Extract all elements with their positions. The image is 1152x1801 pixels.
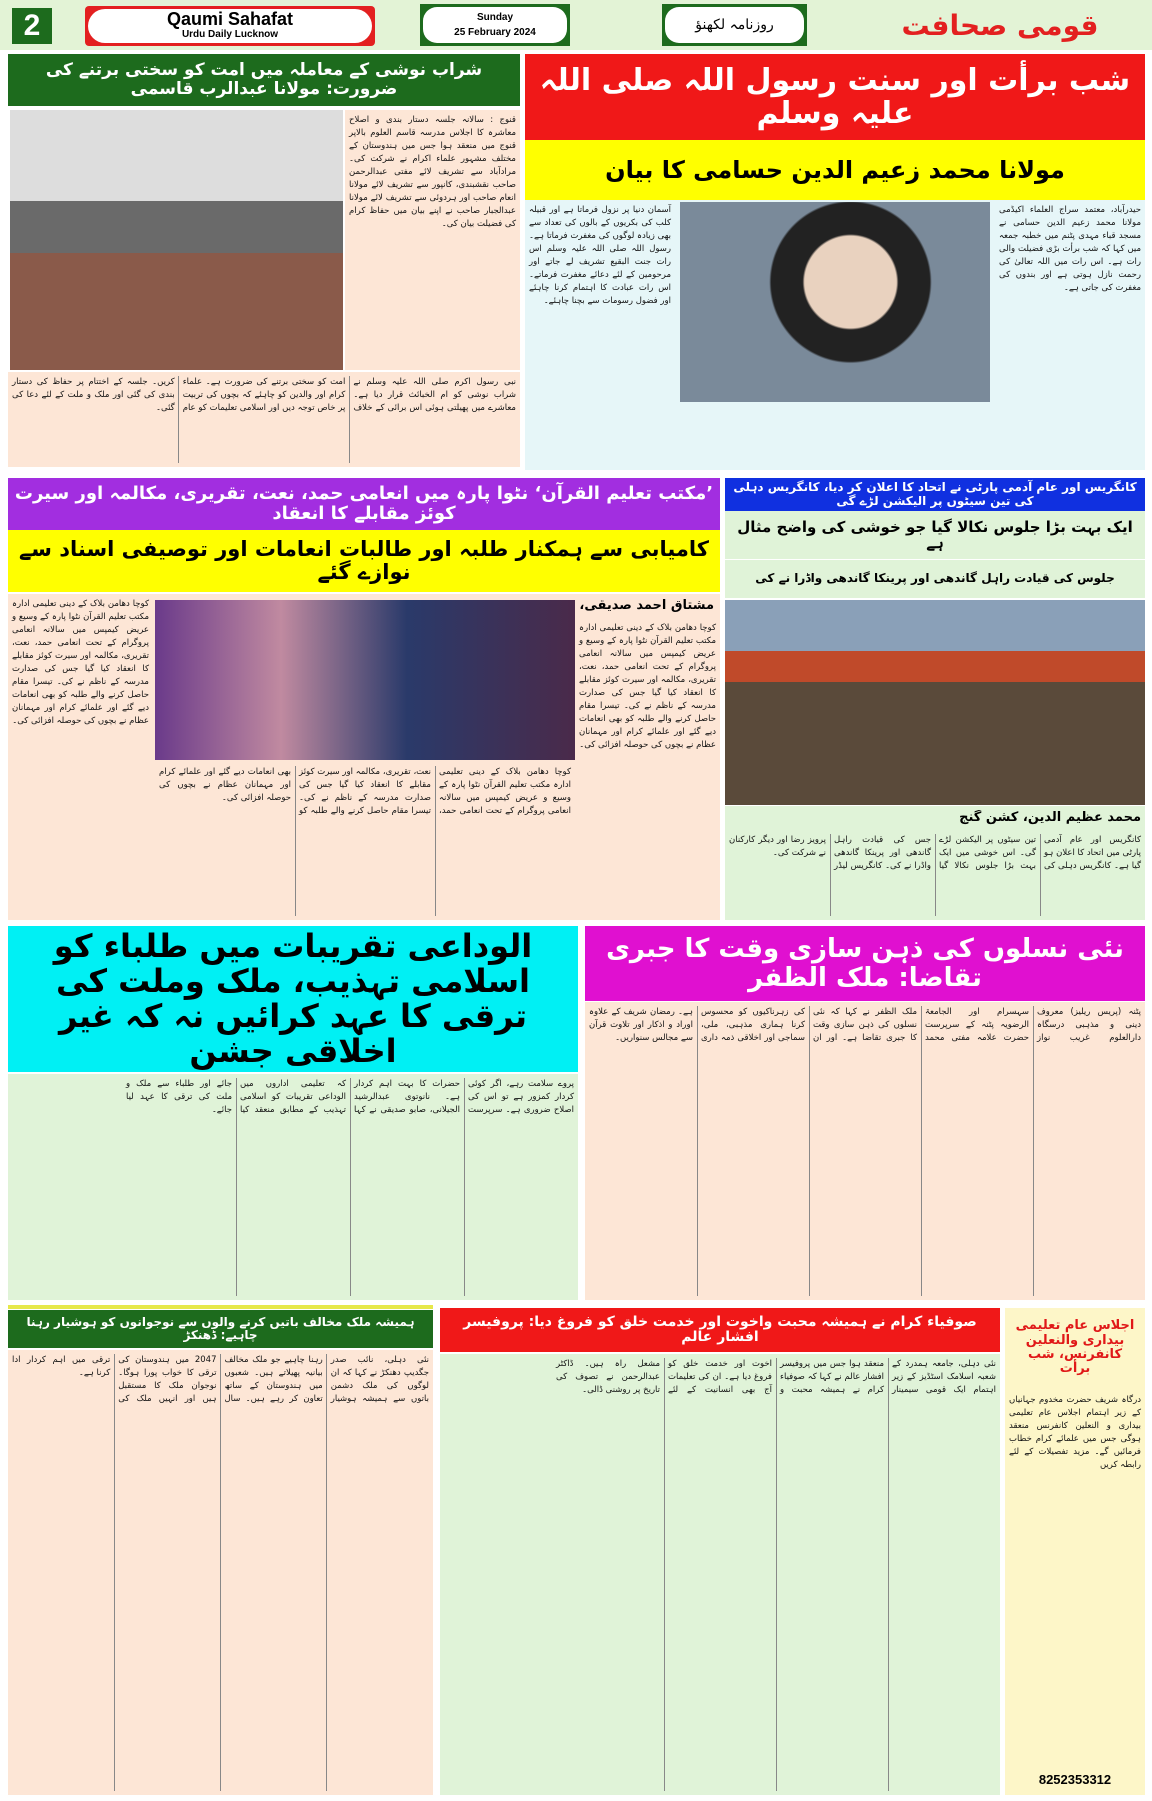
article-subheadline: ایک بہت بڑا جلوس نکالا گیا جو خوشی کی واضح مثال ہے (725, 511, 1145, 559)
article-text: کوچا دھامن بلاک کے دینی تعلیمی ادارہ مکتب تعلیم القرآن نٹوا پارہ کے وسیع و عریض کیمپس میں سالانہ انعامی پروگرام کے تحت انعامی حمد، نعت، تقریری، مکالمہ اور سیرت کوئز مقابلے کا انعقاد کیا گیا جس کی صدارت مدرسہ کے ناظم نے کی۔ تیسرا مقام حاصل کرنے والے طلبہ کو بھی انعامات دیے گئے اور علمائے کرام اور مہمانان عظام نے بچوں کی حوصلہ افزائی کی۔ (12, 599, 149, 726)
masthead (0, 0, 1152, 50)
article-headline: صوفیاء کرام نے ہمیشہ محبت واخوت اور خدمت خلق کو فروغ دیا: پروفیسر افشار عالم (440, 1308, 1000, 1352)
newspaper-title: Qaumi Sahafat (166, 9, 294, 29)
article-text: پٹنہ (پریس ریلیز) معروف دینی و مذہبی درسگاہ دارالعلوم غریب نواز سہسرام اور الجامعۃ الرضویہ پٹنہ کے سرپرست حضرت علامہ مفتی محمد ملک الظفر نے کہا کہ نئی نسلوں کی ذہن سازی وقت کا جبری تقاضا ہے۔ اور ان کی زہرناکیوں کو محسوس کرنا ہماری مذہبی، ملی، سماجی اور اخلاقی ذمہ داری ہے۔ رمضان شریف کے علاوہ اوراد و اذکار اور تلاوت قرآن سے مجالس سنواریں۔ (585, 1002, 1145, 1300)
article-text: نئی دہلی، نائب صدر جگدیپ دھنکڑ نے کہا کہ ان لوگوں کی ملک دشمن باتوں سے ہمیشہ ہوشیار رہنا چاہیے جو ملک مخالف بیانیہ پھیلاتے ہیں۔ شعبوں میں ہندوستان کے ساتھ تعاون کر رہے ہیں۔ سال 2047 میں ہندوستان کی ترقی کا خواب پورا ہوگا۔ نوجوان ملک کا مستقبل ہیں اور انہیں ملک کی ترقی میں اہم کردار ادا کرنا ہے۔ (8, 1350, 433, 1795)
date-box (420, 4, 570, 46)
byline: محمد عظیم الدین، کشن گنج (959, 810, 1141, 825)
sidebar-article (1005, 1308, 1145, 1795)
article-photo (155, 600, 575, 760)
rally-photo (725, 600, 1145, 805)
main-subheadline: مولانا محمد زعیم الدین حسامی کا بیان (525, 140, 1145, 200)
article-subheadline: کامیابی سے ہمکنار طلبہ اور طالبات انعامات اور توصیفی اسناد سے نوازے گئے (8, 530, 720, 592)
article-headline: شراب نوشی کے معاملہ میں امت کو سختی برتنے کی ضرورت: مولانا عبدالرب قاسمی (8, 54, 520, 106)
article-headline: اجلاس عام تعلیمی بیداری والنعلین کانفرنس، شب برأت (1015, 1318, 1135, 1377)
article-text: کوچا دھامن بلاک کے دینی تعلیمی ادارہ مکتب تعلیم القرآن نٹوا پارہ کے وسیع و عریض کیمپس میں سالانہ انعامی پروگرام کے تحت انعامی حمد، نعت، تقریری، مکالمہ اور سیرت کوئز مقابلے کا انعقاد کیا گیا جس کی صدارت مدرسہ کے ناظم نے کی۔ تیسرا مقام حاصل کرنے والے طلبہ کو بھی انعامات دیے گئے اور علمائے کرام اور مہمانان عظام نے بچوں کی حوصلہ افزائی کی۔ (579, 623, 716, 750)
phone-number: 8252353312 (1038, 1772, 1112, 1787)
urdu-logo: قومی صحافت (901, 9, 1099, 42)
article-headline: ’مکتب تعلیم القرآن‘ نٹوا پارہ میں انعامی حمد، نعت، تقریری، مکالمہ اور سیرت کوئز مقابلے کا انعقاد (8, 478, 720, 530)
article-headline: کانگریس اور عام آدمی پارٹی نے اتحاد کا اعلان کر دیا، کانگریس دہلی کی تین سیٹوں پر الیکشن لڑے گی (725, 478, 1145, 511)
byline: مشتاق احمد صدیقی، (579, 598, 714, 613)
article-photo (680, 202, 990, 402)
article-text: نئی دہلی، جامعہ ہمدرد کے شعبہ اسلامک اسٹڈیز کے زیر اہتمام ایک قومی سیمینار منعقد ہوا جس میں پروفیسر افشار عالم نے کہا کہ صوفیاء کرام نے ہمیشہ محبت و اخوت اور خدمت خلق کو فروغ دیا ہے۔ ان کی تعلیمات آج بھی انسانیت کے لئے مشعل راہ ہیں۔ ڈاکٹر عبدالرحمن نے تصوف کی تاریخ پر روشنی ڈالی۔ (440, 1354, 1000, 1795)
roznama-label: روزنامہ لکھنؤ (665, 7, 804, 43)
article-text: درگاہ شریف حضرت مخدوم جہانیاں کے زیر اہتمام اجلاس عام تعلیمی بیداری و النعلین کانفرنس منعقد ہوگی جس میں علمائے کرام خطاب فرمائیں گے۔ مزید تفصیلات کے لئے رابطہ کریں (1009, 1395, 1141, 1470)
article-text: نبی رسول اکرم صلی اللہ علیہ وسلم نے شراب نوشی کو ام الخبائث قرار دیا ہے۔ معاشرے میں پھیلتی ہوئی اس برائی کے خلاف امت کو سختی برتنے کی ضرورت ہے۔ علماء کرام اور والدین کو چاہئے کہ بچوں کی تربیت پر خاص توجہ دیں اور اسلامی تعلیمات کو عام کریں۔ جلسہ کے اختتام پر حفاظ کی دستار بندی کی گئی اور ملک و ملت کے لئے دعا کی گئی۔ (8, 372, 520, 467)
article-text: حیدرآباد، معتمد سراج العلماء اکیڈمی مولانا محمد زعیم الدین حسامی نے مسجد قباء مہدی پٹنم میں خطبہ جمعہ میں کہا کہ شب برأت بڑی فضیلت والی رات ہے۔ اس رات میں اللہ تعالیٰ کی رحمت نازل ہوتی ہے اور بندوں کی مغفرت کی جاتی ہے۔ (999, 205, 1141, 293)
main-headline: شب برأت اور سنت رسول اللہ صلی اللہ علیہ وسلم (525, 54, 1145, 140)
article-headline: الوداعی تقریبات میں طلباء کو اسلامی تہذیب، ملک وملت کی ترقی کا عہد کرائیں نہ کہ غیر اخلاقی جشن (8, 926, 578, 1072)
main-article (525, 200, 1145, 470)
article-text: پروے سلامت رہے، اگر کوئی کردار کمزور ہے تو اس کی اصلاح ضروری ہے۔ سرپرست حضرات کا بہت اہم کردار ہے۔ نانوتوی عبدالرشید الجیلانی، صابو صدیقی نے کہا کہ تعلیمی اداروں میں الوداعی تقریبات کو اسلامی تہذیب کے مطابق منعقد کیا جائے اور طلباء سے ملک و ملت کی ترقی کا عہد لیا جائے۔ (8, 1074, 578, 1300)
article-headline: نئی نسلوں کی ذہن سازی وقت کا جبری تقاضا: ملک الظفر (585, 926, 1145, 1001)
article-text: آسمان دنیا پر نزول فرماتا ہے اور قبیلہ کلب کی بکریوں کے بالوں کی تعداد سے بھی زیادہ لوگوں کی مغفرت فرماتا ہے۔ رسول اللہ صلی اللہ علیہ وسلم اس رات جنت البقیع تشریف لے جاتے اور مرحومین کے لئے دعائے مغفرت فرماتے۔ اس رات عبادت کا اہتمام کرنا چاہئے اور فضول رسومات سے بچنا چاہئے۔ (529, 205, 671, 306)
article-subheadline: جلوس کی قیادت راہل گاندھی اور پرینکا گاندھی واڈرا نے کی (725, 560, 1145, 598)
roznama-box (662, 4, 807, 46)
divider (8, 1305, 433, 1309)
article-text: کوچا دھامن بلاک کے دینی تعلیمی ادارہ مکتب تعلیم القرآن نٹوا پارہ کے وسیع و عریض کیمپس میں سالانہ انعامی پروگرام کے تحت انعامی حمد، نعت، تقریری، مکالمہ اور سیرت کوئز مقابلے کا انعقاد کیا گیا جس کی صدارت مدرسہ کے ناظم نے کی۔ تیسرا مقام حاصل کرنے والے طلبہ کو بھی انعامات دیے گئے اور علمائے کرام اور مہمانان عظام نے بچوں کی حوصلہ افزائی کی۔ (159, 767, 571, 816)
article-text: کانگریس اور عام آدمی پارٹی میں اتحاد کا اعلان ہو گیا ہے۔ کانگریس دہلی کی تین سیٹوں پر الیکشن لڑے گی۔ اس خوشی میں ایک بہت بڑا جلوس نکالا گیا جس کی قیادت راہل گاندھی اور پرینکا گاندھی واڈرا نے کی۔ کانگریس لیڈر پرویز رضا اور دیگر کارکنان نے شرکت کی۔ (729, 835, 1141, 871)
article (8, 594, 720, 920)
article-photo (10, 110, 343, 370)
date: 25 February 2024 (454, 27, 536, 38)
page-number: 2 (12, 8, 52, 44)
article-headline: ہمیشہ ملک مخالف باتیں کرنے والوں سے نوجوانوں کو ہوشیار رہنا چاہیے: ڈھنکڑ (8, 1310, 433, 1348)
article (725, 806, 1145, 920)
newspaper-subtitle: Urdu Daily Lucknow (181, 29, 279, 40)
article-text: قنوج : سالانہ جلسہ دستار بندی و اصلاح معاشرہ کا اجلاس مدرسہ قاسم العلوم بالاپر قنوج میں منعقد ہوا جس میں ہندوستان کے مختلف مشہور علماء اکرام نے شرکت کی۔ مرادآباد سے تشریف لائے مفتی عبدالرحمن صاحب نقشبندی، کانپور سے تشریف لائے مولانا انعام صاحب اور ہردوئی سے تشریف لائے مولانا عبدالجبار صاحب نے اپنے بیان میں حفاظ کرام کی فضیلت بیان کی۔ (345, 110, 520, 370)
day: Sunday (476, 12, 514, 23)
newspaper-title-box (85, 6, 375, 46)
